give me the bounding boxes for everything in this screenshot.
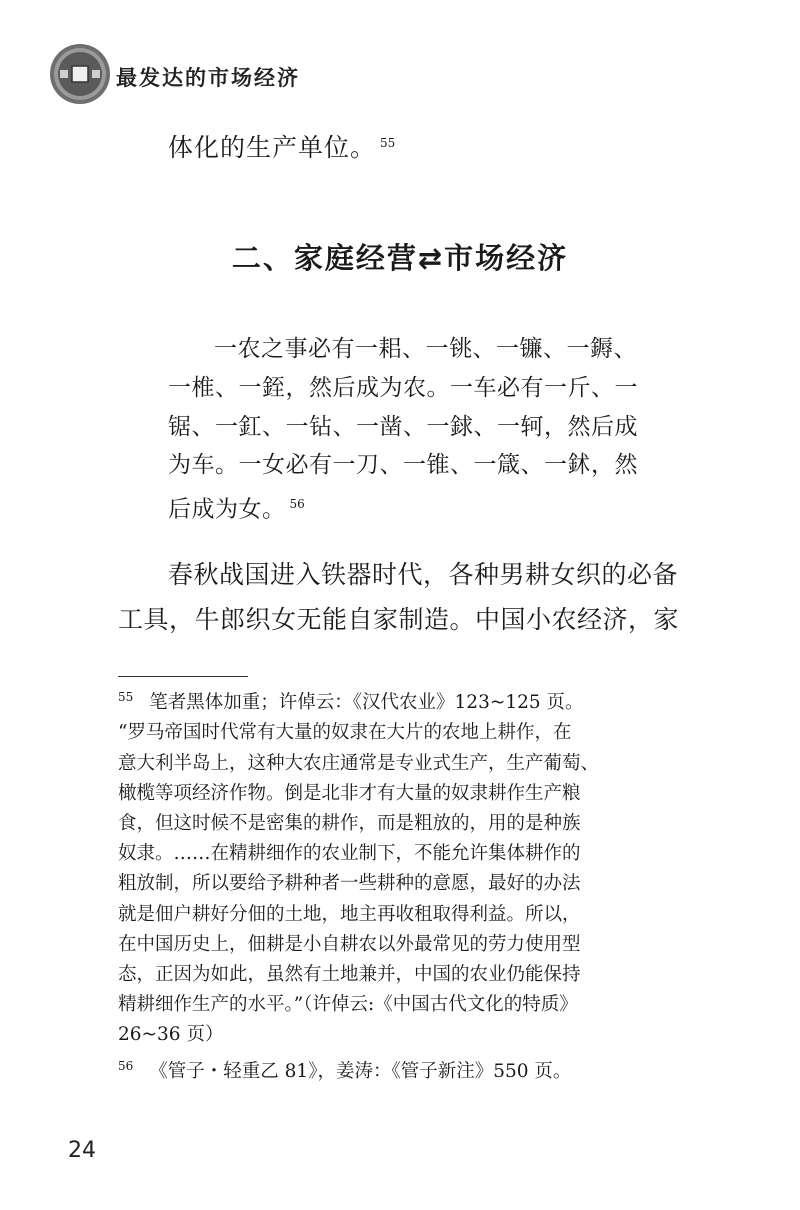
section-heading: 二、家庭经营⇄市场经济 <box>231 241 569 275</box>
footnote-line: 就是佃户耕好分佃的土地，地主再收租取得利益。所以， <box>118 903 581 925</box>
footnote-55 <box>118 682 678 1051</box>
running-title: 最发达的市场经济 <box>116 66 300 90</box>
page-number: 24 <box>68 1138 96 1163</box>
quote-line: 一椎、一銍，然后成为农。一车必有一斤、一 <box>168 374 638 401</box>
footnote-line: 在中国历史上，佃耕是小自耕农以外最常见的劳力使用型 <box>118 933 581 955</box>
footnote-line: 橄榄等项经济作物。倒是北非才有大量的奴隶耕作生产粮 <box>118 782 581 804</box>
footnote-line: 态，正因为如此，虽然有土地兼并，中国的农业仍能保持 <box>118 963 581 985</box>
body-line: 工具，牛郎织女无能自家制造。中国小农经济，家 <box>118 605 680 634</box>
footnote-line-text: 笔者黑体加重；许倬云：《汉代农业》123~125 页。 <box>149 692 584 714</box>
quote-line-text: 后成为女。 <box>168 496 286 523</box>
quotation-block <box>168 330 668 530</box>
footnote-56 <box>118 1051 678 1087</box>
body-paragraph <box>118 552 680 642</box>
footnote-line-text: 《管子・轻重乙 81》，姜涛：《管子新注》550 页。 <box>149 1060 572 1082</box>
footnote-number: 56 <box>118 1058 134 1073</box>
footnote-ref-56: 56 <box>289 497 305 512</box>
footnote-line: “罗马帝国时代常有大量的奴隶在大片的农地上耕作，在 <box>118 722 572 744</box>
quote-line: 为车。一女必有一刀、一锥、一箴、一鉥，然 <box>168 452 638 479</box>
running-header <box>48 42 408 106</box>
footnote-line <box>118 1051 678 1087</box>
body-line: 春秋战国进入铁器时代，各种男耕女织的必备 <box>168 560 679 589</box>
footnote-line: 精耕细作生产的水平。”（许倬云:《中国古代文化的特质》 <box>118 994 578 1016</box>
ancient-coin-icon <box>48 42 112 106</box>
footnotes <box>118 682 678 1087</box>
quote-line <box>168 485 668 529</box>
footnote-line: 奴隶。……在精耕细作的农业制下，不能允许集体耕作的 <box>118 843 581 865</box>
footnote-line: 食，但这时候不是密集的耕作，而是粗放的，用的是种族 <box>118 812 581 834</box>
continued-text-line: 体化的生产单位。 <box>168 133 377 162</box>
footnote-ref-55: 55 <box>380 135 396 150</box>
continued-text <box>168 128 395 164</box>
quote-line: 锯、一釭、一钻、一凿、一銶、一轲，然后成 <box>168 413 638 440</box>
quote-line: 一农之事必有一耜、一铫、一镰、一鎒、 <box>214 336 637 362</box>
footnote-line <box>118 682 678 718</box>
footnote-number: 55 <box>118 690 134 704</box>
footnote-line: 意大利半岛上，这种大农庄通常是专业式生产，生产葡萄、 <box>118 752 600 774</box>
footnote-divider <box>118 676 248 677</box>
footnote-line: 粗放制，所以要给予耕种者一些耕种的意愿，最好的办法 <box>118 873 581 895</box>
footnote-line: 26~36 页） <box>118 1024 224 1046</box>
